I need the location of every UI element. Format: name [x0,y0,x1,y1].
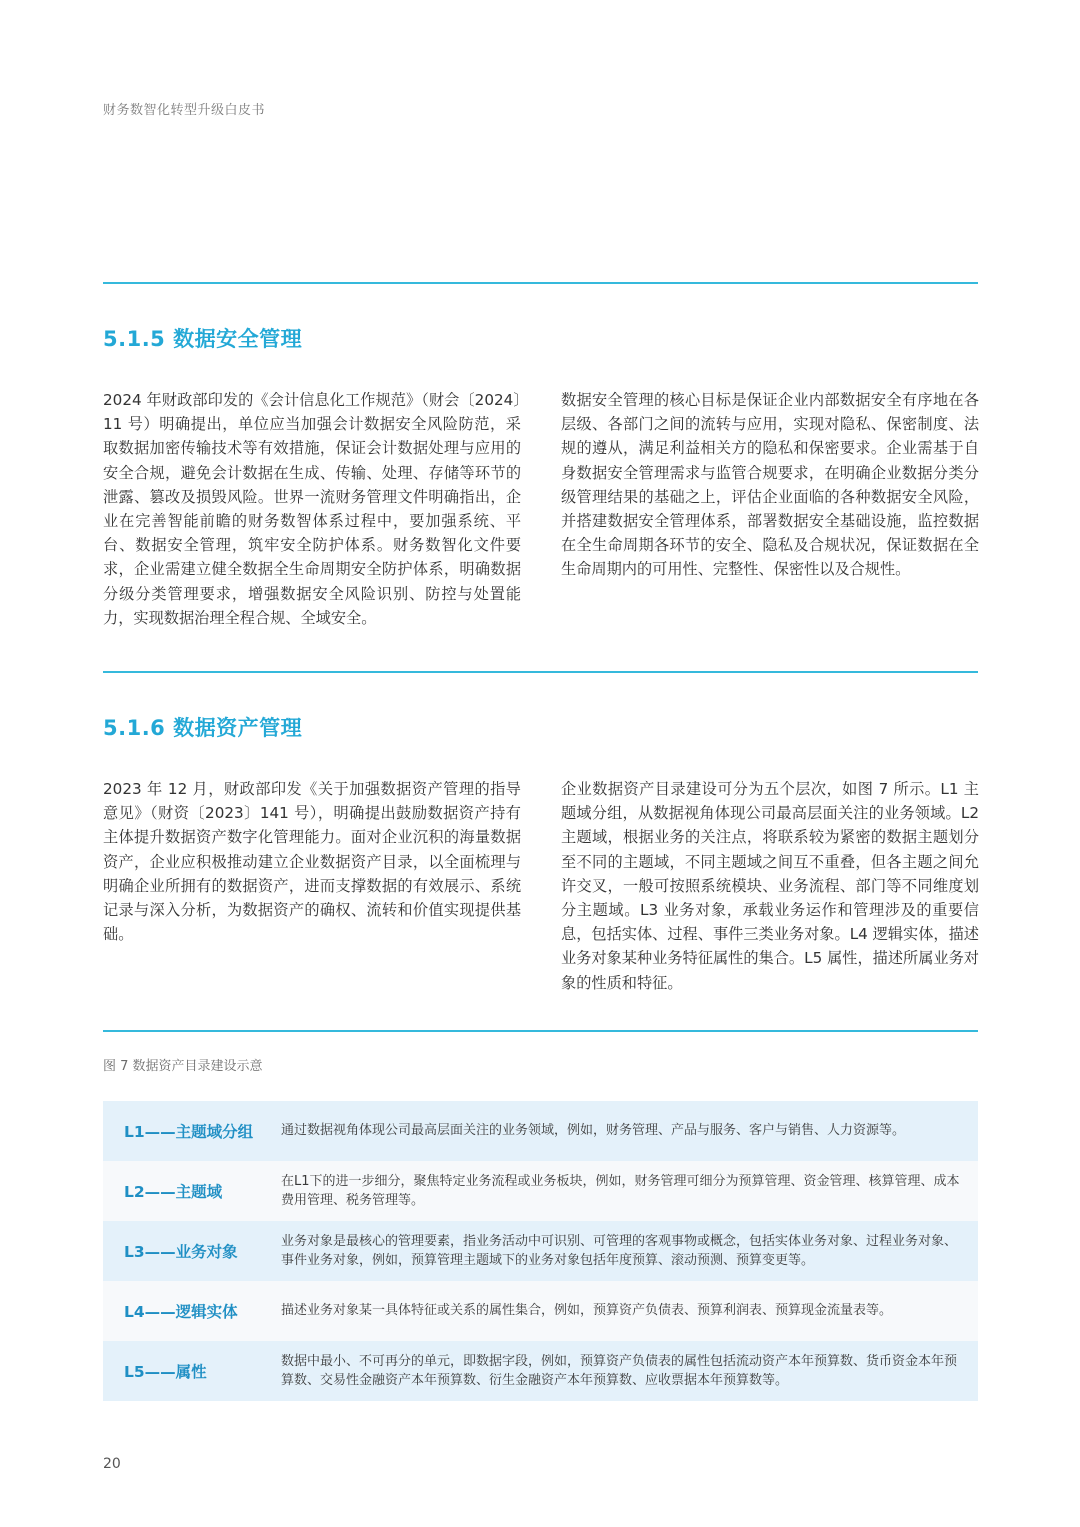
level-row-l1 [103,1101,978,1161]
level-label: L3——业务对象 [124,1243,238,1261]
level-label: L2——主题域 [124,1183,223,1201]
section-516-right-paragraph: 企业数据资产目录建设可分为五个层次，如图 7 所示。L1 主题域分组，从数据视角体现公司最高层面关注的业务领域。L2 主题域，根据业务的关注点，将联系较为紧密的数据主题划分至不同的主题域，不同主题域之间互不重叠，但各主题之间允许交叉，一般可按照系统模块、业务流程、部门等不同维度划分主题域。L3 业务对象，承载业务运作和管理涉及的重要信息，包括实体、过程、事件三类业务对象。L4 逻辑实体，描述业务对象某种业务特征属性的集合。L5 属性，描述所属业务对象的性质和特征。 [561,780,979,992]
figure-divider [103,1030,978,1032]
level-label: L1——主题域分组 [124,1123,254,1141]
level-description: 描述业务对象某一具体特征或关系的属性集合，例如，预算资产负债表、预算利润表、预算现金流量表等。 [281,1303,893,1319]
level-description: 在L1下的进一步细分，聚焦特定业务流程或业务板块，例如，财务管理可细分为预算管理、资金管理、核算管理、成本费用管理、税务管理等。 [281,1173,960,1208]
section-title-515: 5.1.5 数据安全管理 [103,327,303,351]
section-516-left-paragraph: 2023 年 12 月，财政部印发《关于加强数据资产管理的指导意见》（财资〔2023〕141 号），明确提出鼓励数据资产持有主体提升数据资产数字化管理能力。面对企业沉积的海量数据资产，企业应积极推动建立企业数据资产目录，以全面梳理与明确企业所拥有的数据资产，进而支撑数据的有效展示、系统记录与深入分析，为数据资产的确权、流转和价值实现提供基础。 [103,780,521,944]
section-divider [103,671,978,673]
section-515-right-paragraph: 数据安全管理的核心目标是保证企业内部数据安全有序地在各层级、各部门之间的流转与应用，实现对隐私、保密制度、法规的遵从，满足利益相关方的隐私和保密要求。企业需基于自身数据安全管理需求与监管合规要求，在明确企业数据分类分级管理结果的基础之上，评估企业面临的各种数据安全风险，并搭建数据安全管理体系，部署数据安全基础设施，监控数据在全生命周期各环节的安全、隐私及合规状况，保证数据在全生命周期内的可用性、完整性、保密性以及合规性。 [561,391,979,579]
level-row-l5 [103,1341,978,1401]
section-divider [103,282,978,284]
level-label: L5——属性 [124,1363,207,1381]
level-label: L4——逻辑实体 [124,1303,238,1321]
level-row-l3 [103,1221,978,1281]
running-header: 财务数智化转型升级白皮书 [103,103,266,118]
level-row-l2 [103,1161,978,1221]
level-description: 通过数据视角体现公司最高层面关注的业务领域，例如，财务管理、产品与服务、客户与销售、人力资源等。 [281,1123,906,1139]
page-number: 20 [103,1456,121,1472]
level-description: 业务对象是最核心的管理要素，指业务活动中可识别、可管理的客观事物或概念，包括实体业务对象、过程业务对象、事件业务对象，例如，预算管理主题域下的业务对象包括年度预算、滚动预测、预算变更等。 [281,1233,958,1268]
data-asset-catalog-figure [103,1101,978,1401]
section-515-left-paragraph: 2024 年财政部印发的《会计信息化工作规范》（财会〔2024〕11 号）明确提出，单位应当加强会计数据安全风险防范，采取数据加密传输技术等有效措施，保证会计数据处理与应用的安全合规，避免会计数据在生成、传输、处理、存储等环节的泄露、篡改及损毁风险。世界一流财务管理文件明确指出，企业在完善智能前瞻的财务数智体系过程中，要加强系统、平台、数据安全管理，筑牢安全防护体系。财务数智化文件要求，企业需建立健全数据全生命周期安全防护体系，明确数据分级分类管理要求，增强数据安全风险识别、防控与处置能力，实现数据治理全程合规、全域安全。 [103,391,521,627]
level-description: 数据中最小、不可再分的单元，即数据字段，例如，预算资产负债表的属性包括流动资产本年预算数、货币资金本年预算数、交易性金融资产本年预算数、衍生金融资产本年预算数、应收票据本年预算数等。 [281,1353,958,1388]
section-title-516: 5.1.6 数据资产管理 [103,716,303,740]
figure-caption: 图 7 数据资产目录建设示意 [103,1059,263,1074]
level-row-l4 [103,1281,978,1341]
